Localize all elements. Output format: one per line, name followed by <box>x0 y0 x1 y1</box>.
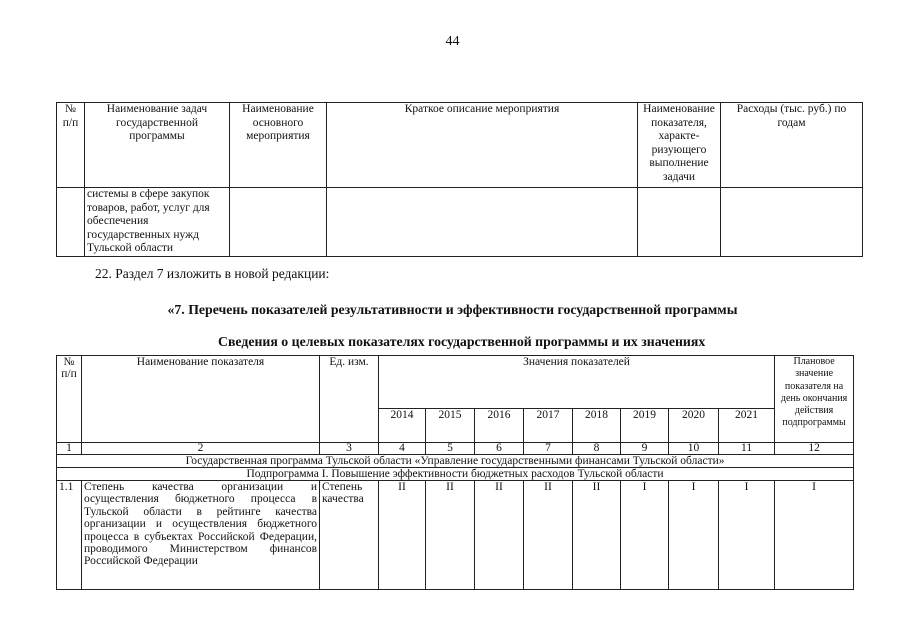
cell-plan: I <box>775 481 854 590</box>
instruction-text: 22. Раздел 7 изложить в новой редакции: <box>95 266 330 281</box>
col-header-name: Наименование показателя <box>82 356 320 443</box>
year-header: 2020 <box>669 409 719 443</box>
cell-indicator <box>638 188 721 257</box>
table-header-row <box>57 356 854 409</box>
cell-task: системы в сфере закупок товаров, работ, услуг для обеспечения государственных нужд Тульской области <box>85 188 230 257</box>
cell-unit: Степень качества <box>320 481 379 590</box>
column-number: 12 <box>775 443 854 455</box>
cell-value: II <box>426 481 475 590</box>
cell-indicator-name: Степень качества организации и осуществления бюджетного процесса в Тульской области в рейтинге качества организации и осуществления бюджетного процесса в субъектах Российской Федерации, проводимого Министерством финансов Российской Федерации <box>82 481 320 590</box>
cell-value: I <box>621 481 669 590</box>
page-number: 44 <box>445 34 460 49</box>
col-header-description: Краткое описание мероприятия <box>327 103 638 188</box>
activities-table <box>56 102 863 257</box>
column-number: 11 <box>719 443 775 455</box>
table-header-row <box>57 103 863 188</box>
column-number: 10 <box>669 443 719 455</box>
sub-heading: Сведения о целевых показателях государственной программы и их значениях <box>218 334 706 349</box>
col-header-task: Наименование задач государственной программы <box>85 103 230 188</box>
year-header: 2017 <box>524 409 573 443</box>
column-number-row <box>57 443 854 455</box>
column-number: 2 <box>82 443 320 455</box>
subprogram-title: Подпрограмма I. Повышение эффективности бюджетных расходов Тульской области <box>57 468 854 481</box>
col-header-num: № п/п <box>57 356 82 443</box>
col-header-indicator: Наименование показателя, характе-ризующего выполнение задачи <box>638 103 721 188</box>
cell-value: II <box>524 481 573 590</box>
cell-event <box>230 188 327 257</box>
col-header-event: Наименование основного мероприятия <box>230 103 327 188</box>
program-row <box>57 455 854 468</box>
indicators-table <box>56 355 854 590</box>
column-number: 6 <box>475 443 524 455</box>
column-number: 5 <box>426 443 475 455</box>
subprogram-row <box>57 468 854 481</box>
col-header-plan: Плановое значение показателя на день окончания действия подпрограммы <box>775 356 854 443</box>
cell-description <box>327 188 638 257</box>
cell-num: 1.1 <box>57 481 82 590</box>
section-heading: «7. Перечень показателей результативности и эффективности государственной программы <box>167 302 738 317</box>
cell-expenses <box>721 188 863 257</box>
year-header: 2015 <box>426 409 475 443</box>
column-number: 4 <box>379 443 426 455</box>
col-header-unit: Ед. изм. <box>320 356 379 443</box>
program-title: Государственная программа Тульской области «Управление государственными финансами Тульской области» <box>57 455 854 468</box>
col-header-expenses: Расходы (тыс. руб.) по годам <box>721 103 863 188</box>
year-header: 2018 <box>573 409 621 443</box>
column-number: 1 <box>57 443 82 455</box>
year-header: 2014 <box>379 409 426 443</box>
cell-num <box>57 188 85 257</box>
column-number: 7 <box>524 443 573 455</box>
col-header-num: № п/п <box>57 103 85 188</box>
cell-value: I <box>719 481 775 590</box>
table-row <box>57 481 854 590</box>
column-number: 3 <box>320 443 379 455</box>
col-header-values: Значения показателей <box>379 356 775 409</box>
table-row <box>57 188 863 257</box>
year-header: 2016 <box>475 409 524 443</box>
cell-value: II <box>475 481 524 590</box>
column-number: 9 <box>621 443 669 455</box>
cell-value: II <box>573 481 621 590</box>
year-header: 2019 <box>621 409 669 443</box>
cell-value: II <box>379 481 426 590</box>
cell-value: I <box>669 481 719 590</box>
column-number: 8 <box>573 443 621 455</box>
year-header: 2021 <box>719 409 775 443</box>
